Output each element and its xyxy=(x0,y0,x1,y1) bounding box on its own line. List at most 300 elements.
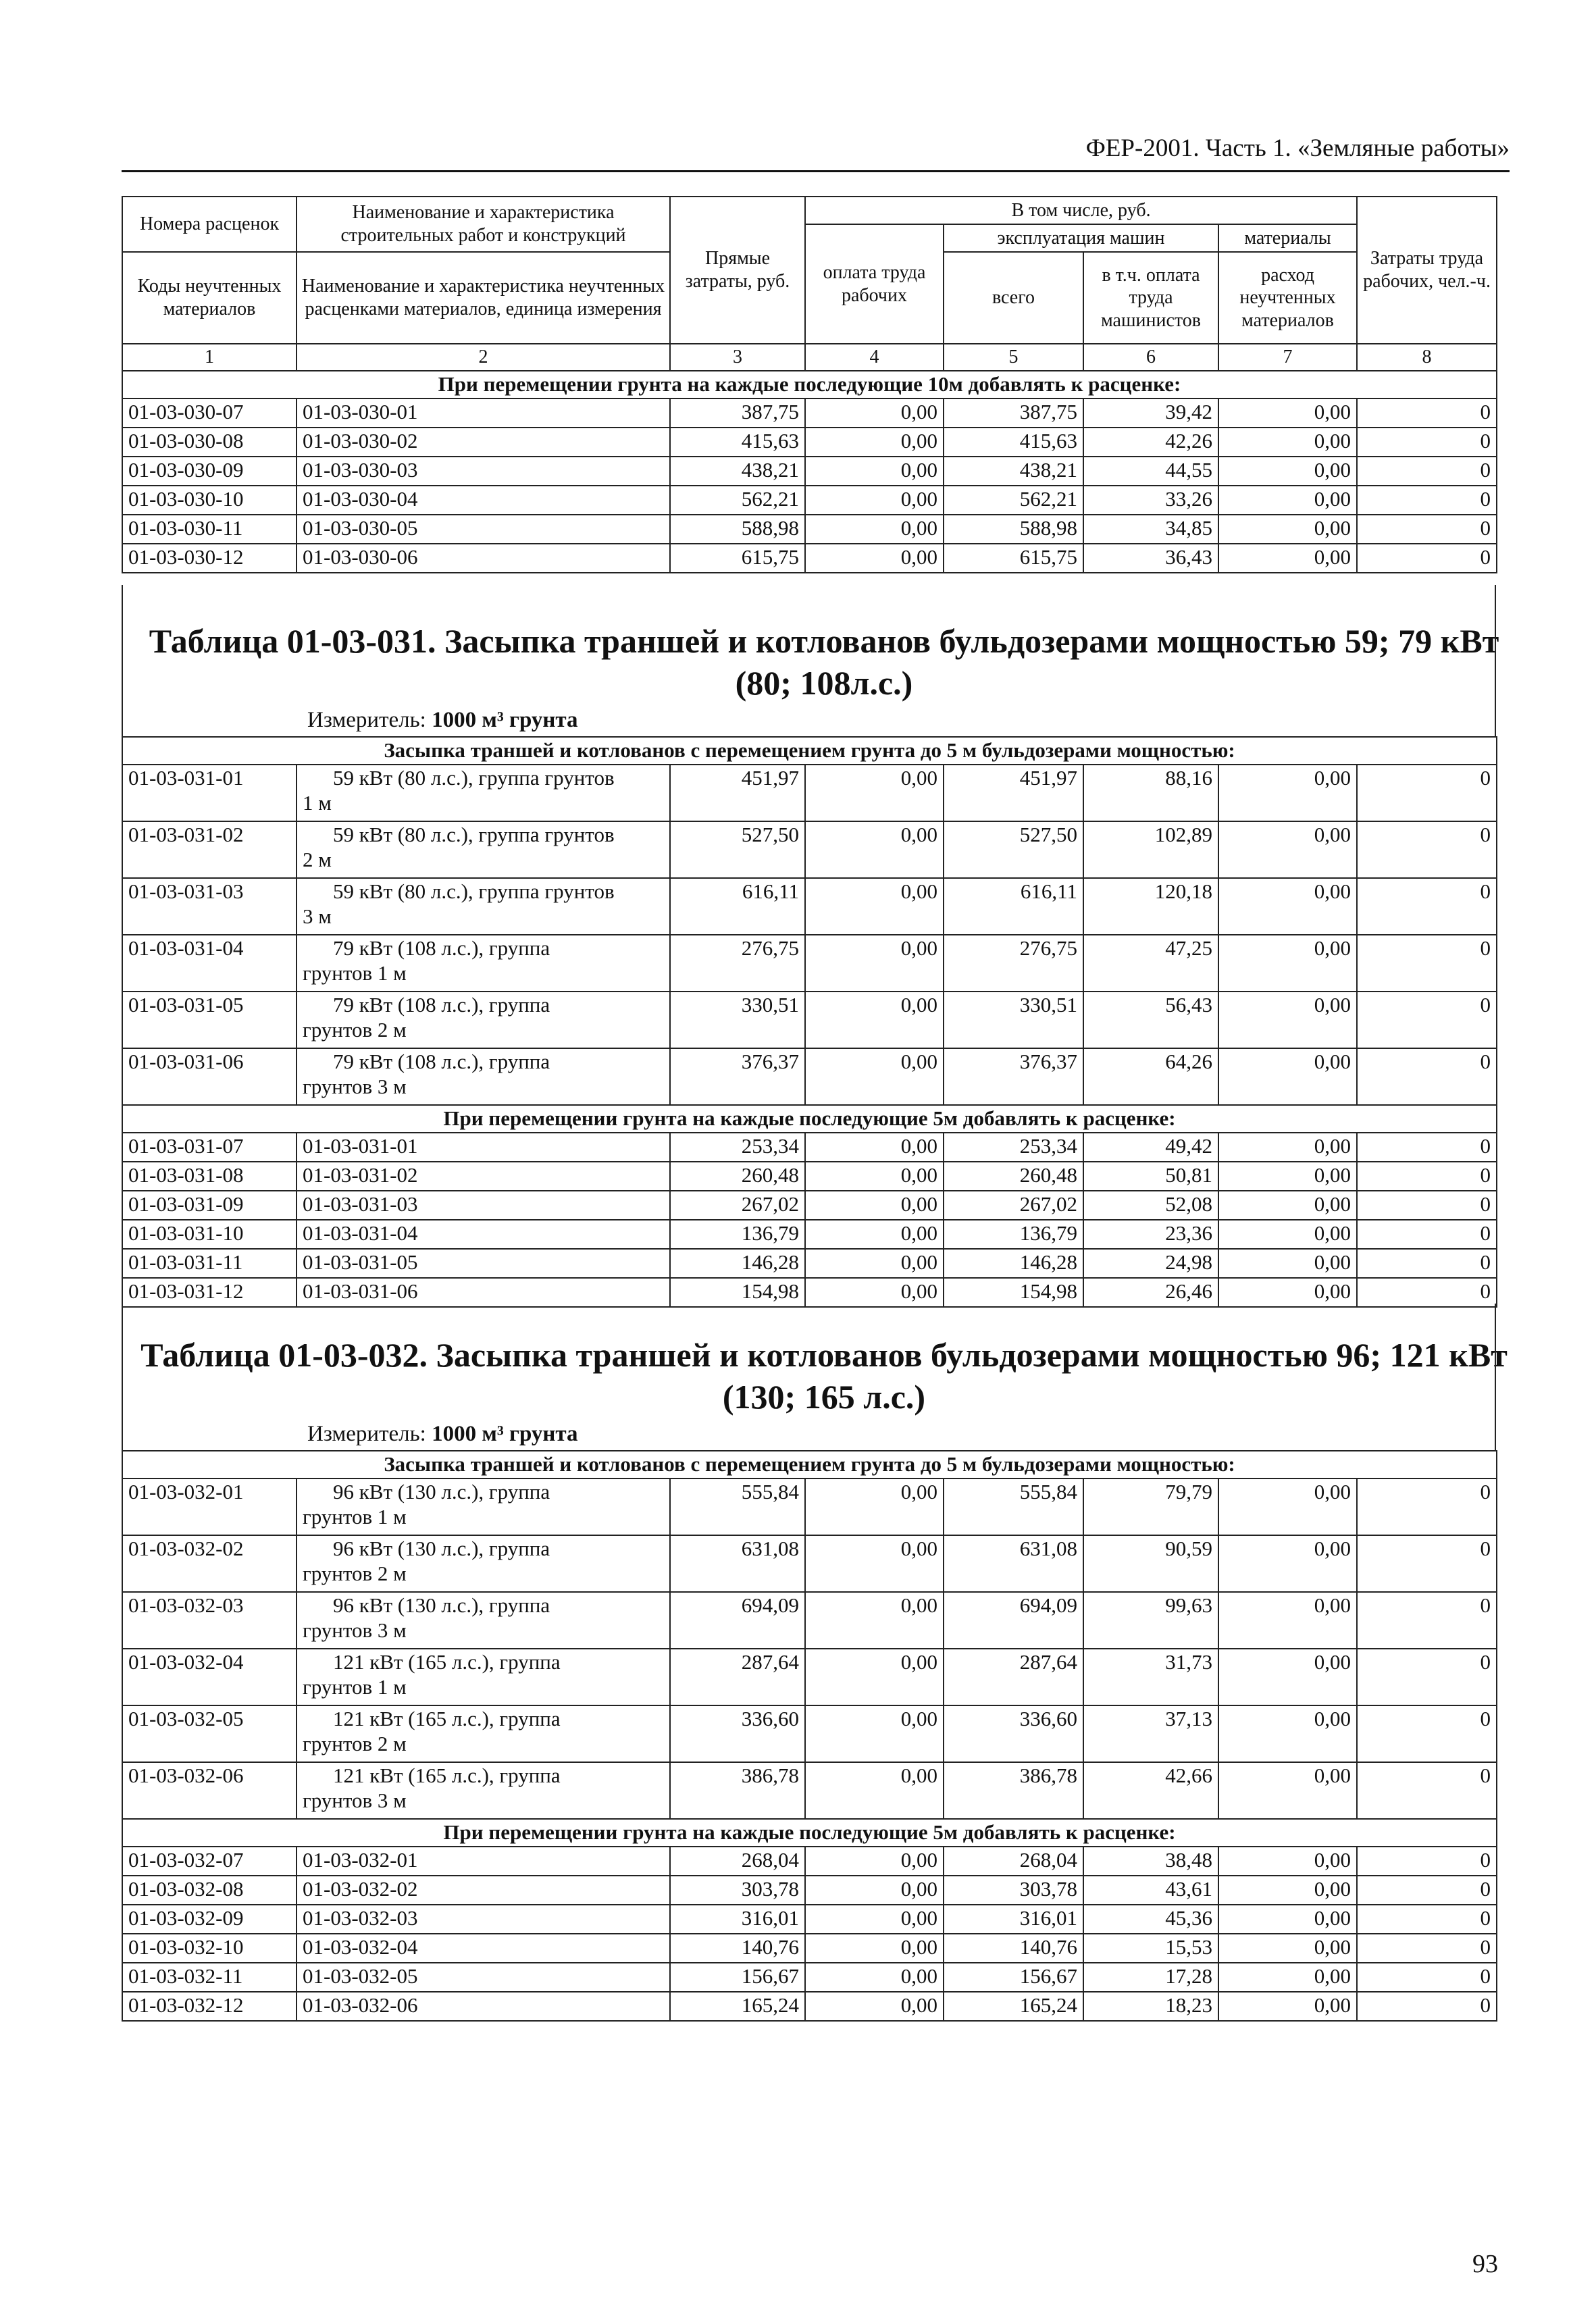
col2-bottom-header: Наименование и характеристика неучтенных расценками материалов, единица измерения xyxy=(297,252,670,344)
header-rule xyxy=(122,170,1510,172)
rate-code-cell: 01-03-031-01 xyxy=(122,765,297,821)
materials-cost-cell: 0,00 xyxy=(1218,992,1357,1048)
table-row xyxy=(122,1876,1497,1905)
rate-name-line1: 79 кВт (108 л.с.), группа xyxy=(333,936,550,960)
machines-cost-cell: 260,48 xyxy=(944,1162,1083,1191)
rate-name-line2: грунтов 1 м xyxy=(303,961,407,985)
meter-label: Измеритель: xyxy=(307,1422,426,1446)
direct-cost-cell: 303,78 xyxy=(670,1876,805,1905)
rate-name-cell: 01-03-030-03 xyxy=(297,457,670,486)
direct-cost-cell: 330,51 xyxy=(670,992,805,1048)
labor-hours-cell: 0 xyxy=(1357,1249,1497,1278)
materials-cost-cell: 0,00 xyxy=(1218,1162,1357,1191)
table-row xyxy=(122,1934,1497,1963)
meter-value: 1000 м³ грунта xyxy=(432,708,578,732)
labor-hours-cell: 0 xyxy=(1357,992,1497,1048)
machines-cost-cell: 615,75 xyxy=(944,544,1083,573)
labor-cost-cell: 0,00 xyxy=(805,1876,944,1905)
labor-cost-cell: 0,00 xyxy=(805,1479,944,1535)
machines-cost-cell: 140,76 xyxy=(944,1934,1083,1963)
labor-hours-cell: 0 xyxy=(1357,1133,1497,1162)
machines-cost-cell: 386,78 xyxy=(944,1762,1083,1819)
section-heading: При перемещении грунта на каждые последующие 5м добавлять к расценке: xyxy=(122,1105,1497,1133)
table-row xyxy=(122,1762,1497,1819)
rows-030 xyxy=(122,398,1497,573)
machines-cost-cell: 336,60 xyxy=(944,1705,1083,1762)
section-heading: При перемещении грунта на каждые последующие 5м добавлять к расценке: xyxy=(122,1819,1497,1847)
table-row xyxy=(122,992,1497,1048)
rate-name-line2: грунтов 3 м xyxy=(303,1618,407,1643)
materials-cost-cell: 0,00 xyxy=(1218,765,1357,821)
rate-code-cell: 01-03-031-03 xyxy=(122,878,297,935)
labor-hours-cell: 0 xyxy=(1357,1905,1497,1934)
table-row xyxy=(122,1592,1497,1649)
materials-cost-cell: 0,00 xyxy=(1218,544,1357,573)
rate-name-cell: 01-03-032-05 xyxy=(297,1963,670,1992)
labor-hours-cell: 0 xyxy=(1357,1762,1497,1819)
rate-name-line1: 59 кВт (80 л.с.), группа грунтов xyxy=(333,879,615,903)
operators-cost-cell: 52,08 xyxy=(1083,1191,1218,1220)
operators-cost-cell: 50,81 xyxy=(1083,1162,1218,1191)
rate-code-cell: 01-03-030-12 xyxy=(122,544,297,573)
materials-cost-cell: 0,00 xyxy=(1218,878,1357,935)
labor-hours-cell: 0 xyxy=(1357,878,1497,935)
labor-hours-cell: 0 xyxy=(1357,428,1497,457)
operators-cost-cell: 49,42 xyxy=(1083,1133,1218,1162)
col-number: 6 xyxy=(1083,344,1218,371)
materials-cost-cell: 0,00 xyxy=(1218,398,1357,428)
operators-cost-cell: 88,16 xyxy=(1083,765,1218,821)
operators-cost-cell: 26,46 xyxy=(1083,1278,1218,1307)
direct-cost-cell: 386,78 xyxy=(670,1762,805,1819)
rows-031-add xyxy=(122,1133,1497,1307)
rows-032-base xyxy=(122,1479,1497,1819)
direct-cost-cell: 287,64 xyxy=(670,1649,805,1705)
table-032-title-line2: (130; 165 л.с.) xyxy=(722,1378,926,1416)
labor-cost-cell: 0,00 xyxy=(805,992,944,1048)
column-header xyxy=(122,197,1497,371)
table-side-borders xyxy=(122,1304,1496,1334)
operators-cost-cell: 102,89 xyxy=(1083,821,1218,878)
rate-name-cell xyxy=(297,1762,670,1819)
labor-hours-cell: 0 xyxy=(1357,765,1497,821)
rate-name-line2: грунтов 1 м xyxy=(303,1675,407,1699)
operators-cost-cell: 23,36 xyxy=(1083,1220,1218,1249)
table-row xyxy=(122,935,1497,992)
machines-cost-cell: 316,01 xyxy=(944,1905,1083,1934)
rate-code-cell: 01-03-032-02 xyxy=(122,1535,297,1592)
rate-name-cell: 01-03-030-05 xyxy=(297,515,670,544)
labor-hours-cell: 0 xyxy=(1357,1649,1497,1705)
included-header: В том числе, руб. xyxy=(805,197,1357,224)
materials-cost-cell: 0,00 xyxy=(1218,1592,1357,1649)
labor-hours-cell: 0 xyxy=(1357,1992,1497,2021)
direct-cost-cell: 260,48 xyxy=(670,1162,805,1191)
rates-table-031 xyxy=(122,736,1497,1308)
col3-header: Прямые затраты, руб. xyxy=(670,197,805,344)
labor-hours-cell: 0 xyxy=(1357,1048,1497,1105)
operators-cost-cell: 42,66 xyxy=(1083,1762,1218,1819)
rate-name-cell xyxy=(297,765,670,821)
machines-cost-cell: 154,98 xyxy=(944,1278,1083,1307)
labor-cost-cell: 0,00 xyxy=(805,1592,944,1649)
materials-cost-cell: 0,00 xyxy=(1218,1278,1357,1307)
rate-name-cell xyxy=(297,1592,670,1649)
rate-name-line2: грунтов 2 м xyxy=(303,1018,407,1042)
labor-cost-cell: 0,00 xyxy=(805,1249,944,1278)
operators-cost-cell: 18,23 xyxy=(1083,1992,1218,2021)
direct-cost-cell: 616,11 xyxy=(670,878,805,935)
rate-code-cell: 01-03-030-09 xyxy=(122,457,297,486)
materials-cost-cell: 0,00 xyxy=(1218,1876,1357,1905)
rate-code-cell: 01-03-031-05 xyxy=(122,992,297,1048)
labor-cost-cell: 0,00 xyxy=(805,1133,944,1162)
col1-top-header: Номера расценок xyxy=(122,197,297,252)
col-number: 1 xyxy=(122,344,297,371)
operators-cost-cell: 99,63 xyxy=(1083,1592,1218,1649)
rate-name-cell: 01-03-030-04 xyxy=(297,486,670,515)
rate-name-cell: 01-03-030-06 xyxy=(297,544,670,573)
labor-cost-cell: 0,00 xyxy=(805,1762,944,1819)
labor-hours-cell: 0 xyxy=(1357,398,1497,428)
rate-code-cell: 01-03-032-04 xyxy=(122,1649,297,1705)
rate-code-cell: 01-03-030-11 xyxy=(122,515,297,544)
labor-hours-cell: 0 xyxy=(1357,1934,1497,1963)
rate-name-cell: 01-03-032-01 xyxy=(297,1847,670,1876)
rate-name-line2: 3 м xyxy=(303,904,332,929)
materials-cost-cell: 0,00 xyxy=(1218,1191,1357,1220)
materials-cost-cell: 0,00 xyxy=(1218,1220,1357,1249)
table-row xyxy=(122,1847,1497,1876)
labor-cost-cell: 0,00 xyxy=(805,935,944,992)
operators-cost-cell: 44,55 xyxy=(1083,457,1218,486)
rate-name-line2: грунтов 3 м xyxy=(303,1789,407,1813)
table-row xyxy=(122,878,1497,935)
materials-cost-cell: 0,00 xyxy=(1218,457,1357,486)
materials-cost-cell: 0,00 xyxy=(1218,1649,1357,1705)
rate-code-cell: 01-03-032-06 xyxy=(122,1762,297,1819)
labor-cost-cell: 0,00 xyxy=(805,1847,944,1876)
page-number: 93 xyxy=(1472,2250,1498,2278)
labor-cost-cell: 0,00 xyxy=(805,1905,944,1934)
table-row xyxy=(122,1220,1497,1249)
col6-header: в т.ч. оплата труда машинистов xyxy=(1083,252,1218,344)
rate-name-cell: 01-03-031-05 xyxy=(297,1249,670,1278)
section-heading: Засыпка траншей и котлованов с перемещением грунта до 5 м бульдозерами мощностью: xyxy=(122,1451,1497,1479)
operators-cost-cell: 120,18 xyxy=(1083,878,1218,935)
rate-name-line1: 121 кВт (165 л.с.), группа xyxy=(333,1707,561,1730)
direct-cost-cell: 588,98 xyxy=(670,515,805,544)
table-row xyxy=(122,428,1497,457)
rate-name-line1: 59 кВт (80 л.с.), группа грунтов xyxy=(333,823,615,846)
machines-cost-cell: 287,64 xyxy=(944,1649,1083,1705)
direct-cost-cell: 415,63 xyxy=(670,428,805,457)
rate-name-line2: грунтов 3 м xyxy=(303,1075,407,1099)
materials-cost-cell: 0,00 xyxy=(1218,1705,1357,1762)
operators-cost-cell: 47,25 xyxy=(1083,935,1218,992)
rate-name-line1: 96 кВт (130 л.с.), группа xyxy=(333,1593,550,1617)
table-row xyxy=(122,1133,1497,1162)
operators-cost-cell: 15,53 xyxy=(1083,1934,1218,1963)
labor-hours-cell: 0 xyxy=(1357,457,1497,486)
meter-label: Измеритель: xyxy=(307,708,426,732)
table-row xyxy=(122,1705,1497,1762)
direct-cost-cell: 694,09 xyxy=(670,1592,805,1649)
machines-cost-cell: 303,78 xyxy=(944,1876,1083,1905)
col7-header: расход неучтенных материалов xyxy=(1218,252,1357,344)
labor-hours-cell: 0 xyxy=(1357,544,1497,573)
machines-cost-cell: 268,04 xyxy=(944,1847,1083,1876)
labor-cost-cell: 0,00 xyxy=(805,515,944,544)
col5-header: всего xyxy=(944,252,1083,344)
labor-hours-cell: 0 xyxy=(1357,486,1497,515)
machines-cost-cell: 451,97 xyxy=(944,765,1083,821)
rate-name-cell xyxy=(297,1535,670,1592)
rate-name-line2: 1 м xyxy=(303,791,332,815)
labor-hours-cell: 0 xyxy=(1357,515,1497,544)
table-031-title-line2: (80; 108л.с.) xyxy=(735,664,913,702)
col8-header: Затраты труда рабочих, чел.-ч. xyxy=(1357,197,1497,344)
col-number: 8 xyxy=(1357,344,1497,371)
labor-cost-cell: 0,00 xyxy=(805,1278,944,1307)
section-heading: Засыпка траншей и котлованов с перемещением грунта до 5 м бульдозерами мощностью: xyxy=(122,737,1497,765)
operators-cost-cell: 38,48 xyxy=(1083,1847,1218,1876)
machines-cost-cell: 330,51 xyxy=(944,992,1083,1048)
table-row xyxy=(122,1649,1497,1705)
direct-cost-cell: 336,60 xyxy=(670,1705,805,1762)
rate-code-cell: 01-03-032-09 xyxy=(122,1905,297,1934)
rate-code-cell: 01-03-031-09 xyxy=(122,1191,297,1220)
direct-cost-cell: 253,34 xyxy=(670,1133,805,1162)
labor-hours-cell: 0 xyxy=(1357,1479,1497,1535)
machines-cost-cell: 631,08 xyxy=(944,1535,1083,1592)
materials-cost-cell: 0,00 xyxy=(1218,1762,1357,1819)
direct-cost-cell: 631,08 xyxy=(670,1535,805,1592)
table-row xyxy=(122,457,1497,486)
labor-hours-cell: 0 xyxy=(1357,1592,1497,1649)
rate-name-line1: 79 кВт (108 л.с.), группа xyxy=(333,1050,550,1073)
rate-name-line1: 96 кВт (130 л.с.), группа xyxy=(333,1480,550,1503)
operators-cost-cell: 43,61 xyxy=(1083,1876,1218,1905)
labor-cost-cell: 0,00 xyxy=(805,1649,944,1705)
rate-code-cell: 01-03-031-02 xyxy=(122,821,297,878)
table-row xyxy=(122,765,1497,821)
rate-code-cell: 01-03-030-10 xyxy=(122,486,297,515)
direct-cost-cell: 140,76 xyxy=(670,1934,805,1963)
machines-cost-cell: 165,24 xyxy=(944,1992,1083,2021)
rate-name-cell xyxy=(297,1649,670,1705)
rate-name-cell xyxy=(297,1048,670,1105)
operators-cost-cell: 45,36 xyxy=(1083,1905,1218,1934)
machines-cost-cell: 616,11 xyxy=(944,878,1083,935)
rate-name-line1: 59 кВт (80 л.с.), группа грунтов xyxy=(333,766,615,790)
rate-code-cell: 01-03-032-01 xyxy=(122,1479,297,1535)
col-number: 5 xyxy=(944,344,1083,371)
labor-hours-cell: 0 xyxy=(1357,1705,1497,1762)
labor-hours-cell: 0 xyxy=(1357,1963,1497,1992)
rate-name-cell xyxy=(297,992,670,1048)
direct-cost-cell: 438,21 xyxy=(670,457,805,486)
operators-cost-cell: 37,13 xyxy=(1083,1705,1218,1762)
labor-cost-cell: 0,00 xyxy=(805,1963,944,1992)
labor-hours-cell: 0 xyxy=(1357,1876,1497,1905)
rate-name-cell: 01-03-031-06 xyxy=(297,1278,670,1307)
materials-cost-cell: 0,00 xyxy=(1218,821,1357,878)
table-row xyxy=(122,486,1497,515)
machines-cost-cell: 562,21 xyxy=(944,486,1083,515)
rates-table-032 xyxy=(122,1450,1497,2022)
rate-name-cell: 01-03-031-03 xyxy=(297,1191,670,1220)
operators-cost-cell: 36,43 xyxy=(1083,544,1218,573)
labor-hours-cell: 0 xyxy=(1357,1535,1497,1592)
machines-cost-cell: 387,75 xyxy=(944,398,1083,428)
labor-cost-cell: 0,00 xyxy=(805,821,944,878)
rate-code-cell: 01-03-032-10 xyxy=(122,1934,297,1963)
machines-cost-cell: 527,50 xyxy=(944,821,1083,878)
table-row xyxy=(122,1249,1497,1278)
direct-cost-cell: 267,02 xyxy=(670,1191,805,1220)
machines-cost-cell: 415,63 xyxy=(944,428,1083,457)
table-row xyxy=(122,544,1497,573)
direct-cost-cell: 146,28 xyxy=(670,1249,805,1278)
labor-cost-cell: 0,00 xyxy=(805,398,944,428)
direct-cost-cell: 451,97 xyxy=(670,765,805,821)
labor-cost-cell: 0,00 xyxy=(805,486,944,515)
materials-cost-cell: 0,00 xyxy=(1218,428,1357,457)
rate-name-cell: 01-03-031-04 xyxy=(297,1220,670,1249)
labor-hours-cell: 0 xyxy=(1357,821,1497,878)
table-032-title-line1: Таблица 01-03-032. Засыпка траншей и котлованов бульдозерами мощностью 96; 121 кВт xyxy=(140,1336,1508,1374)
table-row xyxy=(122,515,1497,544)
materials-cost-cell: 0,00 xyxy=(1218,486,1357,515)
labor-cost-cell: 0,00 xyxy=(805,878,944,935)
materials-cost-cell: 0,00 xyxy=(1218,1847,1357,1876)
labor-cost-cell: 0,00 xyxy=(805,1992,944,2021)
machines-cost-cell: 438,21 xyxy=(944,457,1083,486)
machines-cost-cell: 253,34 xyxy=(944,1133,1083,1162)
table-row xyxy=(122,1479,1497,1535)
direct-cost-cell: 156,67 xyxy=(670,1963,805,1992)
rate-code-cell: 01-03-032-07 xyxy=(122,1847,297,1876)
rate-name-cell xyxy=(297,821,670,878)
rate-name-cell: 01-03-030-01 xyxy=(297,398,670,428)
col-number: 7 xyxy=(1218,344,1357,371)
operators-cost-cell: 17,28 xyxy=(1083,1963,1218,1992)
rate-name-cell: 01-03-032-04 xyxy=(297,1934,670,1963)
col2-top-header: Наименование и характеристика строительных работ и конструкций xyxy=(297,197,670,252)
rates-table-030 xyxy=(122,196,1497,573)
direct-cost-cell: 316,01 xyxy=(670,1905,805,1934)
materials-cost-cell: 0,00 xyxy=(1218,1963,1357,1992)
rate-name-cell: 01-03-030-02 xyxy=(297,428,670,457)
machines-cost-cell: 156,67 xyxy=(944,1963,1083,1992)
rate-name-cell: 01-03-032-06 xyxy=(297,1992,670,2021)
rate-name-cell xyxy=(297,1479,670,1535)
labor-cost-cell: 0,00 xyxy=(805,1191,944,1220)
table-row xyxy=(122,1535,1497,1592)
rate-name-cell xyxy=(297,1705,670,1762)
rate-name-cell: 01-03-032-02 xyxy=(297,1876,670,1905)
rate-name-cell xyxy=(297,935,670,992)
labor-cost-cell: 0,00 xyxy=(805,1934,944,1963)
machines-header: эксплуатация машин xyxy=(944,224,1218,252)
rate-name-cell: 01-03-031-01 xyxy=(297,1133,670,1162)
col1-bottom-header: Коды неучтенных материалов xyxy=(122,252,297,344)
materials-cost-cell: 0,00 xyxy=(1218,515,1357,544)
labor-hours-cell: 0 xyxy=(1357,1162,1497,1191)
rate-name-cell: 01-03-032-03 xyxy=(297,1905,670,1934)
operators-cost-cell: 33,26 xyxy=(1083,486,1218,515)
table-side-borders xyxy=(122,585,1496,620)
direct-cost-cell: 154,98 xyxy=(670,1278,805,1307)
section-heading: При перемещении грунта на каждые последующие 10м добавлять к расценке: xyxy=(122,371,1497,398)
rate-code-cell: 01-03-030-07 xyxy=(122,398,297,428)
rows-032-add xyxy=(122,1847,1497,2021)
machines-cost-cell: 588,98 xyxy=(944,515,1083,544)
labor-cost-cell: 0,00 xyxy=(805,1162,944,1191)
col-number: 2 xyxy=(297,344,670,371)
machines-cost-cell: 136,79 xyxy=(944,1220,1083,1249)
rate-code-cell: 01-03-031-06 xyxy=(122,1048,297,1105)
labor-cost-cell: 0,00 xyxy=(805,544,944,573)
rate-name-line2: грунтов 1 м xyxy=(303,1505,407,1529)
table-row xyxy=(122,1963,1497,1992)
labor-cost-cell: 0,00 xyxy=(805,1705,944,1762)
labor-cost-cell: 0,00 xyxy=(805,428,944,457)
table-row xyxy=(122,1048,1497,1105)
operators-cost-cell: 24,98 xyxy=(1083,1249,1218,1278)
table-row xyxy=(122,821,1497,878)
materials-cost-cell: 0,00 xyxy=(1218,1249,1357,1278)
materials-cost-cell: 0,00 xyxy=(1218,1133,1357,1162)
rate-code-cell: 01-03-032-03 xyxy=(122,1592,297,1649)
labor-cost-cell: 0,00 xyxy=(805,1535,944,1592)
table-031-title-line1: Таблица 01-03-031. Засыпка траншей и котлованов бульдозерами мощностью 59; 79 кВт xyxy=(149,622,1499,660)
machines-cost-cell: 555,84 xyxy=(944,1479,1083,1535)
direct-cost-cell: 562,21 xyxy=(670,486,805,515)
table-side-borders xyxy=(122,1334,1496,1450)
labor-hours-cell: 0 xyxy=(1357,1847,1497,1876)
rate-name-line1: 121 кВт (165 л.с.), группа xyxy=(333,1764,561,1787)
machines-cost-cell: 267,02 xyxy=(944,1191,1083,1220)
rate-name-cell: 01-03-031-02 xyxy=(297,1162,670,1191)
operators-cost-cell: 79,79 xyxy=(1083,1479,1218,1535)
rate-code-cell: 01-03-031-10 xyxy=(122,1220,297,1249)
direct-cost-cell: 276,75 xyxy=(670,935,805,992)
rate-code-cell: 01-03-031-11 xyxy=(122,1249,297,1278)
operators-cost-cell: 39,42 xyxy=(1083,398,1218,428)
operators-cost-cell: 56,43 xyxy=(1083,992,1218,1048)
labor-hours-cell: 0 xyxy=(1357,1278,1497,1307)
rate-name-line2: грунтов 2 м xyxy=(303,1562,407,1586)
rate-code-cell: 01-03-032-12 xyxy=(122,1992,297,2021)
table-row xyxy=(122,1278,1497,1307)
labor-cost-cell: 0,00 xyxy=(805,1048,944,1105)
materials-cost-cell: 0,00 xyxy=(1218,1934,1357,1963)
direct-cost-cell: 376,37 xyxy=(670,1048,805,1105)
labor-cost-cell: 0,00 xyxy=(805,765,944,821)
direct-cost-cell: 615,75 xyxy=(670,544,805,573)
rate-name-line2: 2 м xyxy=(303,848,332,872)
materials-cost-cell: 0,00 xyxy=(1218,1992,1357,2021)
labor-hours-cell: 0 xyxy=(1357,1220,1497,1249)
operators-cost-cell: 31,73 xyxy=(1083,1649,1218,1705)
table-row xyxy=(122,398,1497,428)
direct-cost-cell: 527,50 xyxy=(670,821,805,878)
rate-code-cell: 01-03-032-05 xyxy=(122,1705,297,1762)
materials-cost-cell: 0,00 xyxy=(1218,935,1357,992)
direct-cost-cell: 165,24 xyxy=(670,1992,805,2021)
